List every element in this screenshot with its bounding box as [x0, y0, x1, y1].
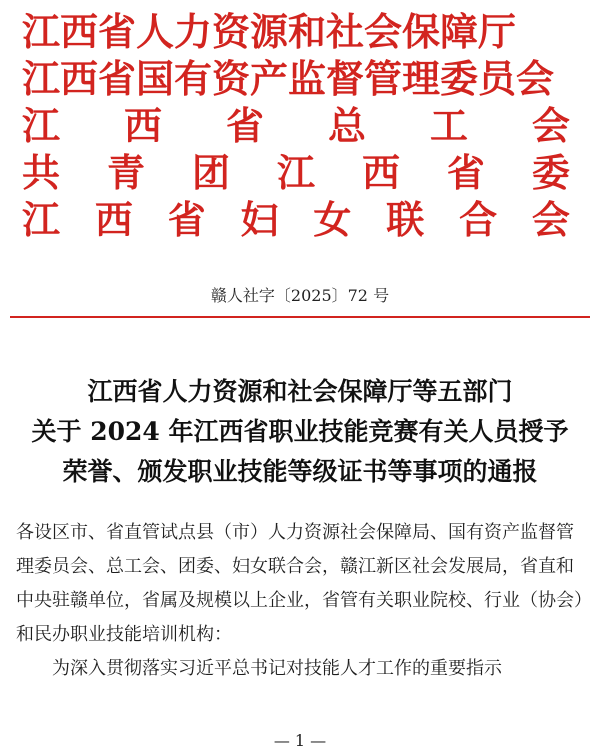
document-number: 赣人社字〔2025〕72 号 [210, 286, 390, 305]
issuer-character: 联 [386, 197, 425, 242]
issuer-character: 会 [531, 103, 570, 148]
issuer-character: 会 [531, 197, 570, 242]
issuer-line-hrss: 江西省人力资源和社会保障厅 [22, 9, 517, 54]
issuer-character: 女 [313, 197, 352, 242]
issuer-character: 江 [22, 197, 61, 242]
issuer-line-sasac: 江西省国有资产监督管理委员会 [22, 56, 555, 101]
title-line-2: 关于 2024 年江西省职业技能竞赛有关人员授予 [31, 417, 569, 446]
issuer-character: 西 [361, 150, 400, 195]
red-divider-line [10, 316, 590, 318]
issuer-character: 省 [225, 103, 264, 148]
document-title [0, 372, 600, 492]
issuer-character: 省 [167, 197, 206, 242]
issuer-character: 西 [123, 103, 162, 148]
issuer-character: 合 [459, 197, 498, 242]
issuer-character: 省 [446, 150, 485, 195]
issuer-character: 西 [94, 197, 133, 242]
issuer-character: 委 [531, 150, 570, 195]
issuer-line-federation-of-trade-unions [22, 102, 570, 149]
page-number: — 1 — [273, 731, 327, 750]
issuer-character: 团 [191, 150, 230, 195]
issuer-character: 工 [429, 103, 468, 148]
issuer-header [22, 8, 570, 243]
title-line-3: 荣誉、颁发职业技能等级证书等事项的通报 [62, 457, 538, 486]
issuer-character: 总 [327, 103, 366, 148]
issuer-character: 妇 [240, 197, 279, 242]
issuer-character: 共 [22, 150, 61, 195]
salutation-paragraph: 各设区市、省直管试点县（市）人力资源社会保障局、国有资产监督管理委员会、总工会、团委、妇女联合会，赣江新区社会发展局，省直和中央驻赣单位，省属及规模以上企业，省管有关职业院校、行业（协会）和民办职业技能培训机构： [16, 522, 583, 645]
issuer-character: 青 [106, 150, 145, 195]
title-line-1: 江西省人力资源和社会保障厅等五部门 [87, 377, 513, 406]
issuer-character: 江 [22, 103, 61, 148]
document-body [16, 516, 588, 686]
issuer-line-womens-federation [22, 196, 570, 243]
first-paragraph: 为深入贯彻落实习近平总书记对技能人才工作的重要指示 [52, 658, 502, 679]
issuer-line-youth-league [22, 149, 570, 196]
issuer-character: 江 [276, 150, 315, 195]
